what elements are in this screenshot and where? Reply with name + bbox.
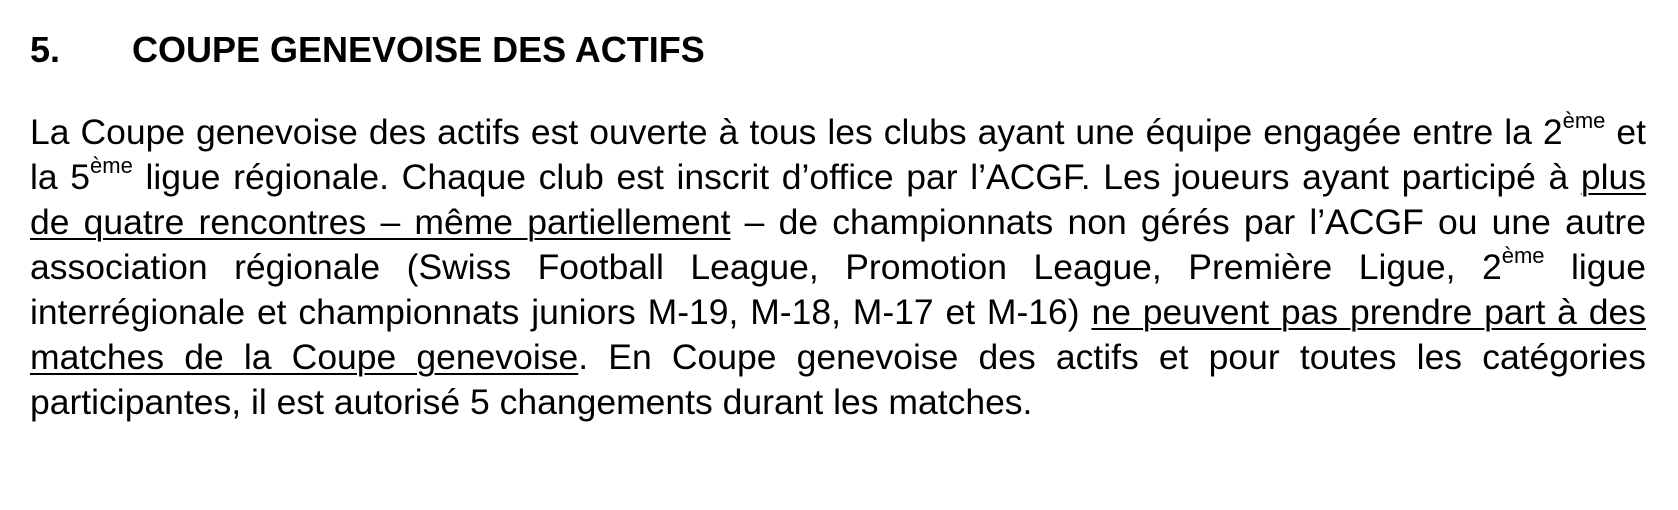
body-paragraph xyxy=(30,110,1646,425)
superscript-ordinal: ème xyxy=(1562,108,1606,134)
section-number: 5. xyxy=(30,29,61,70)
underlined-text: plus de quatre rencontres – même partiellement xyxy=(30,157,1646,242)
paragraph-text: ligue interrégionale et championnats juniors M-19, M-18, M-17 et M-16) xyxy=(30,247,1646,332)
section-title: COUPE GENEVOISE DES ACTIFS xyxy=(132,29,705,70)
paragraph-text: et la 5 xyxy=(30,112,1646,197)
paragraph-text: – de championnats non gérés par l’ACGF ou une autre association régionale (Swiss Football League, Promotion League, Première Ligue, 2 xyxy=(30,202,1646,287)
document-page xyxy=(30,28,1646,461)
superscript-ordinal: ème xyxy=(1501,243,1545,269)
paragraph-text: La Coupe genevoise des actifs est ouverte à tous les clubs ayant une équipe engagée entre la 2 xyxy=(30,112,1563,152)
section-heading xyxy=(30,28,1646,72)
paragraph-text: ligue régionale. Chaque club est inscrit d’office par l’ACGF. Les joueurs ayant participé à xyxy=(132,157,1581,197)
superscript-ordinal: ème xyxy=(90,153,133,179)
paragraph-text: . En Coupe genevoise des actifs et pour toutes les catégories participantes, il est autorisé 5 changements durant les matches. xyxy=(30,337,1646,422)
underlined-text: ne peuvent pas prendre part à des matches de la Coupe genevoise xyxy=(30,292,1646,377)
